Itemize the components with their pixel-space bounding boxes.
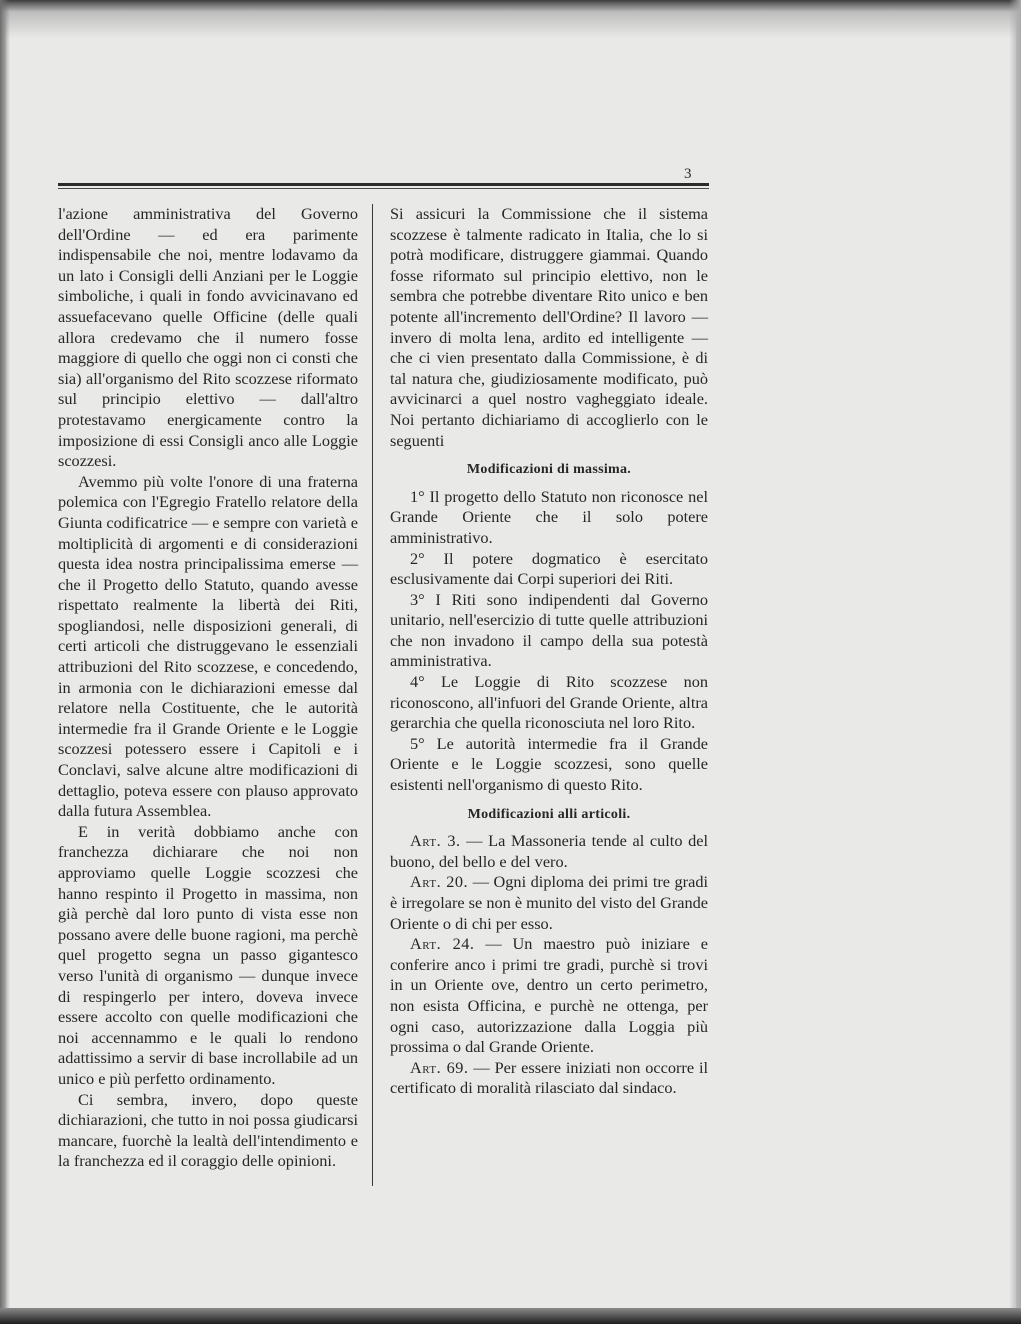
massima-item: 5° Le autorità intermedie fra il Grande Oriente e le Loggie scozzesi, sono quelle esistenti nell'organismo di questo Rito.: [390, 733, 708, 795]
massima-item: 2° Il potere dogmatico è esercitato esclusivamente dai Corpi superiori dei Riti.: [390, 548, 708, 589]
article-label: Art. 20.: [410, 872, 469, 892]
article-label: Art. 24.: [410, 934, 475, 954]
header-rule-thin: [58, 188, 709, 189]
article-text: — Un maestro può iniziare e conferire anco i primi tre gradi, purchè si trovi in un Oriente ove, dentro un certo perimetro, non esista Officina, e purchè ne ottenga, per ogni caso, autorizzazione dalla Loggia più prossima o dal Grande Oriente.: [390, 934, 708, 1057]
right-column: [390, 204, 708, 1099]
scan-bottom-edge: [0, 1308, 1021, 1324]
paragraph: l'azione amministrativa del Governo dell'Ordine — ed era parimente indispensabile che noi, mentre lodavamo da un lato i Consigli delli Anziani per le Loggie simboliche, i quali in fondo avvicinavano ed assuefacevano quelle Officine (delle quali allora credevamo che il numero fosse maggiore di quello che oggi non ci consti che sia) all'organismo del Rito scozzese riformato sul principio elettivo — dall'altro protestavamo energicamente contro la imposizione di essi Consigli anco alle Loggie scozzesi.: [58, 204, 358, 471]
article-label: Art. 69.: [410, 1057, 469, 1077]
page-number: 3: [684, 166, 692, 182]
article-item: [390, 934, 708, 1058]
section-heading-articoli: Modificazioni alli articoli.: [467, 806, 631, 822]
scan-top-edge: [0, 0, 1021, 40]
paragraph: Avemmo più volte l'onore di una fraterna polemica con l'Egregio Fratello relatore della Giunta codificatrice — e sempre con varietà e moltiplicità di argomenti e di considerazioni questa idea nostra principalissima emerse — che il Progetto dello Statuto, quando avesse rispettato realmente la libertà dei Riti, spogliandosi, nelle disposizioni generali, di certi articoli che distruggevano le essenziali attribuzioni del Rito scozzese, e concedendo, in armonia con le dichiarazioni emesse dal relatore nella Costituente, che le autorità intermedie fra il Grande Oriente e le Loggie scozzesi potessero essere i Capitoli e i Conclavi, salve alcune altre modificazioni di dettaglio, poteva essere con plauso approvato dalla futura Assemblea.: [58, 471, 358, 821]
paragraph: Si assicuri la Commissione che il sistema scozzese è talmente radicato in Italia, che lo si potrà modificare, distruggere giammai. Quando fosse riformato sul principio elettivo, non le sembra che potrebbe diventare Rito unico e ben potente all'incremento dell'Ordine? Il lavoro — invero di molta lena, ardito ed intelligente — che ci vien presentato dalla Commissione, è di tal natura che, giudiziosamente modificato, può avvicinarci a quel nostro vagheggiato ideale. Noi pertanto dichiariamo di accoglierlo con le seguenti: [390, 204, 708, 450]
paragraph: Ci sembra, invero, dopo queste dichiarazioni, che tutto in noi possa giudicarsi mancare, fuorchè la lealtà dell'intendimento e la franchezza ed il coraggio delle opinioni.: [58, 1089, 358, 1171]
paragraph: E in verità dobbiamo anche con franchezza dichiarare che noi non approviamo quelle Loggie scozzesi che hanno respinto il Progetto in massima, non già perchè dal loro punto di vista esse non possano avere delle buone ragioni, ma perchè quel progetto segna un passo gigantesco verso l'unità di organismo — dunque invece di respingerlo per intero, doveva invece essere accolto con quelle modificazioni che noi accennammo e le quali lo rendono adattissimo a servir di base incrollabile ad un unico e più perfetto ordinamento.: [58, 821, 358, 1088]
massima-item: 4° Le Loggie di Rito scozzese non riconoscono, all'infuori del Grande Oriente, altra gerarchia che quella riconosciuta nel loro Rito.: [390, 672, 708, 733]
massima-item: 3° I Riti sono indipendenti dal Governo unitario, nell'esercizio di tutte quelle attribuzioni che non invadono il campo della sua potestà amministrativa.: [390, 589, 708, 671]
scan-left-edge: [0, 0, 10, 1324]
article-text: — Per essere iniziati non occorre il certificato di moralità rilasciato dal sindaco.: [390, 1057, 708, 1098]
article-text: — La Massoneria tende al culto del buono, del bello e del vero.: [390, 831, 708, 871]
scan-right-edge: [1009, 0, 1021, 1324]
article-item: [390, 872, 708, 934]
article-text: — Ogni diploma dei primi tre gradi è irregolare se non è munito del visto del Grande Oriente o di chi per esso.: [390, 872, 708, 933]
section-heading-massima: Modificazioni di massima.: [466, 462, 632, 478]
article-label: Art. 3.: [410, 831, 461, 851]
left-column: [58, 204, 358, 1172]
column-divider: [372, 204, 373, 1186]
massima-item: 1° Il progetto dello Statuto non riconosce nel Grande Oriente che il solo potere amministrativo.: [390, 486, 708, 547]
header-rule: [58, 183, 709, 186]
article-item: [390, 831, 708, 872]
article-item: [390, 1058, 708, 1099]
